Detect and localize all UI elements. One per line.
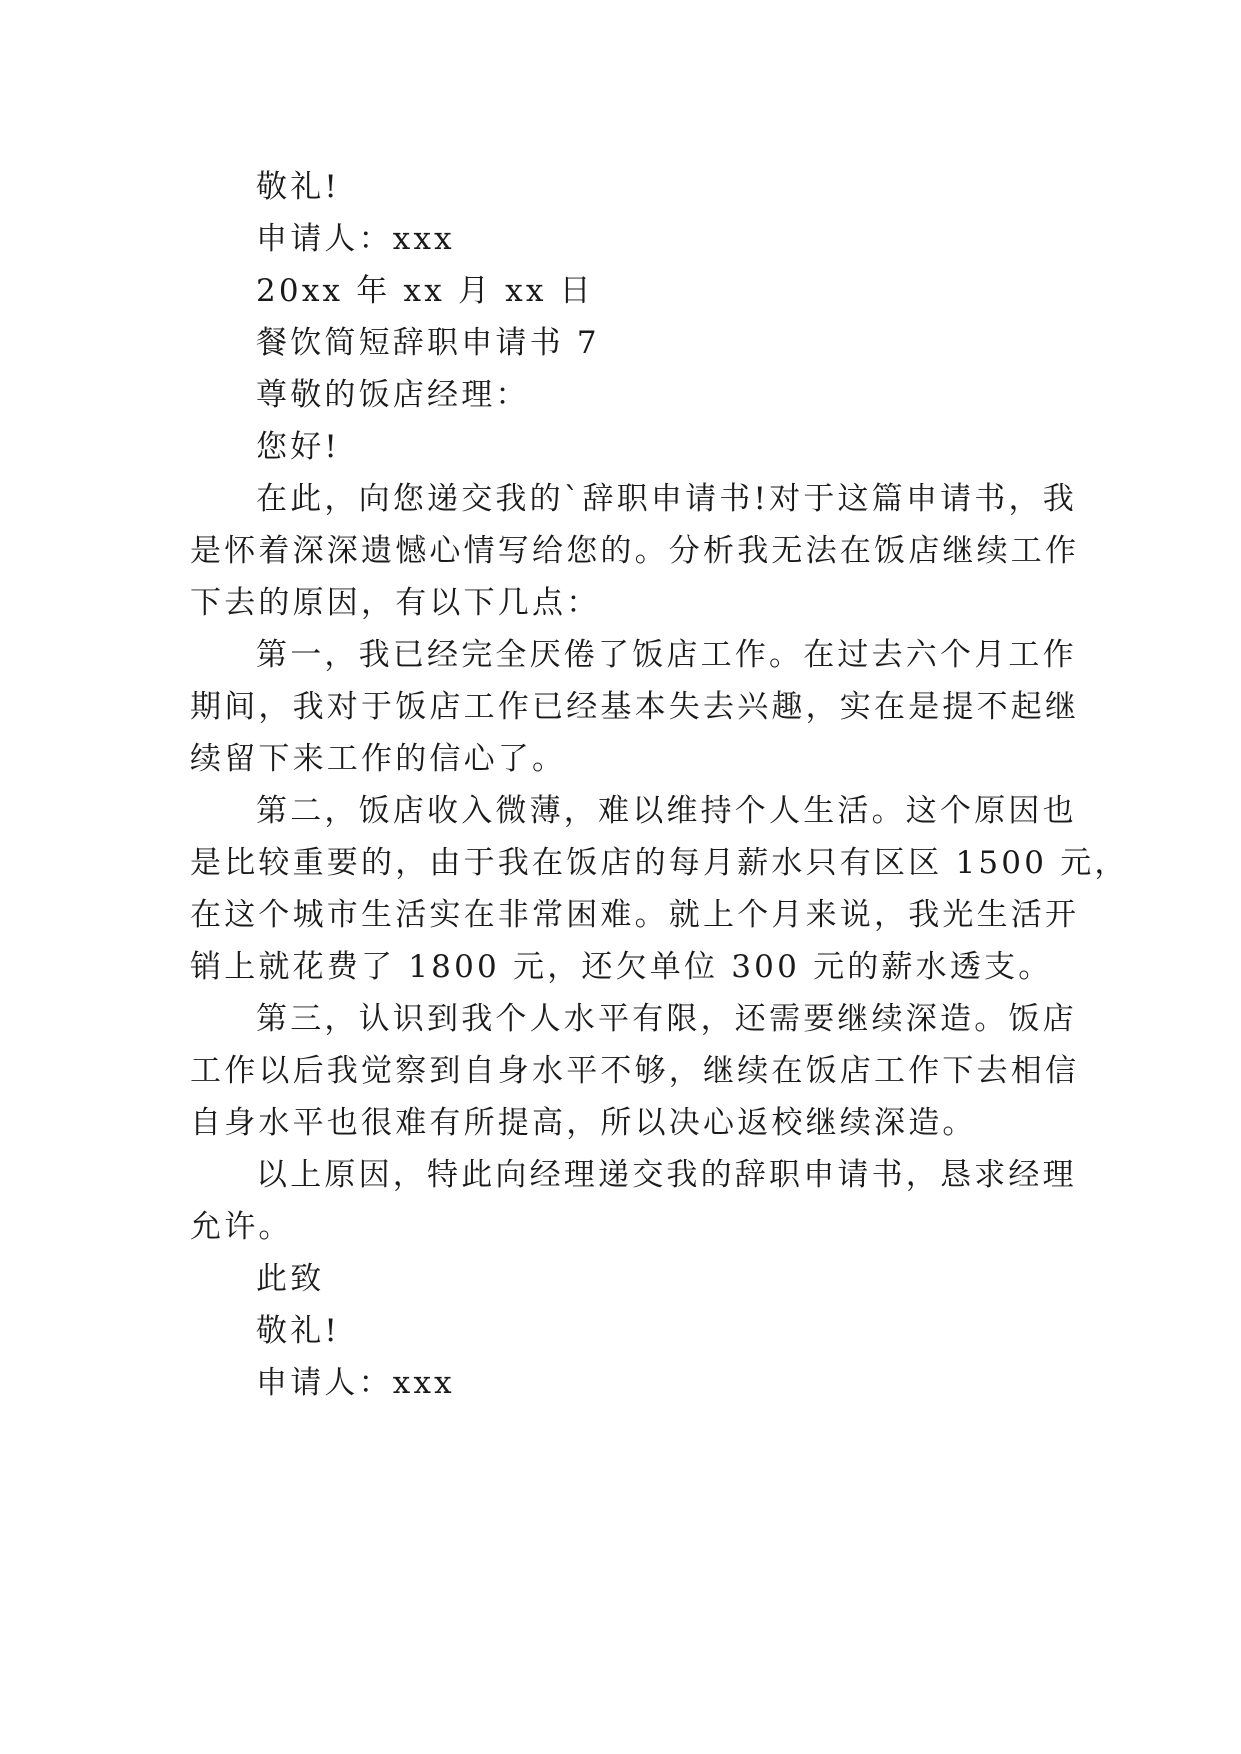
paragraph-line: 在此，向您递交我的`辞职申请书!对于这篇申请书，我: [256, 481, 1077, 517]
closing-phrase: 此致: [256, 1261, 325, 1297]
salutation: 尊敬的饭店经理：: [256, 377, 530, 413]
paragraph-line: 下去的原因，有以下几点：: [190, 585, 601, 621]
paragraph-line: 允许。: [190, 1209, 293, 1245]
section-title: 餐饮简短辞职申请书 7: [256, 325, 600, 361]
paragraph-line: 期间，我对于饭店工作已经基本失去兴趣，实在是提不起继: [190, 689, 1080, 725]
paragraph-line: 工作以后我觉察到自身水平不够，继续在饭店工作下去相信: [190, 1053, 1080, 1089]
paragraph-line: 销上就花费了 1800 元，还欠单位 300 元的薪水透支。: [190, 949, 1053, 985]
paragraph-line: 续留下来工作的信心了。: [190, 741, 567, 777]
greeting: 您好!: [256, 429, 341, 465]
paragraph-line: 第一，我已经完全厌倦了饭店工作。在过去六个月工作: [256, 637, 1077, 673]
closing-salute: 敬礼!: [256, 1313, 341, 1349]
paragraph-line: 自身水平也很难有所提高，所以决心返校继续深造。: [190, 1105, 977, 1141]
paragraph-line: 是比较重要的，由于我在饭店的每月薪水只有区区 1500 元，: [190, 845, 1129, 881]
paragraph-line: 是怀着深深遗憾心情写给您的。分析我无法在饭店继续工作: [190, 533, 1080, 569]
paragraph-line: 以上原因，特此向经理递交我的辞职申请书，恳求经理: [256, 1157, 1077, 1193]
paragraph-line: 第三，认识到我个人水平有限，还需要继续深造。饭店: [256, 1001, 1077, 1037]
date-line: 20xx 年 xx 月 xx 日: [256, 273, 594, 309]
paragraph-line: 第二，饭店收入微薄，难以维持个人生活。这个原因也: [256, 793, 1077, 829]
paragraph-line: 在这个城市生活实在非常困难。就上个月来说，我光生活开: [190, 897, 1080, 933]
applicant-line: 申请人：xxx: [256, 221, 455, 257]
applicant-line: 申请人：xxx: [256, 1365, 455, 1401]
closing-salute: 敬礼!: [256, 169, 341, 205]
